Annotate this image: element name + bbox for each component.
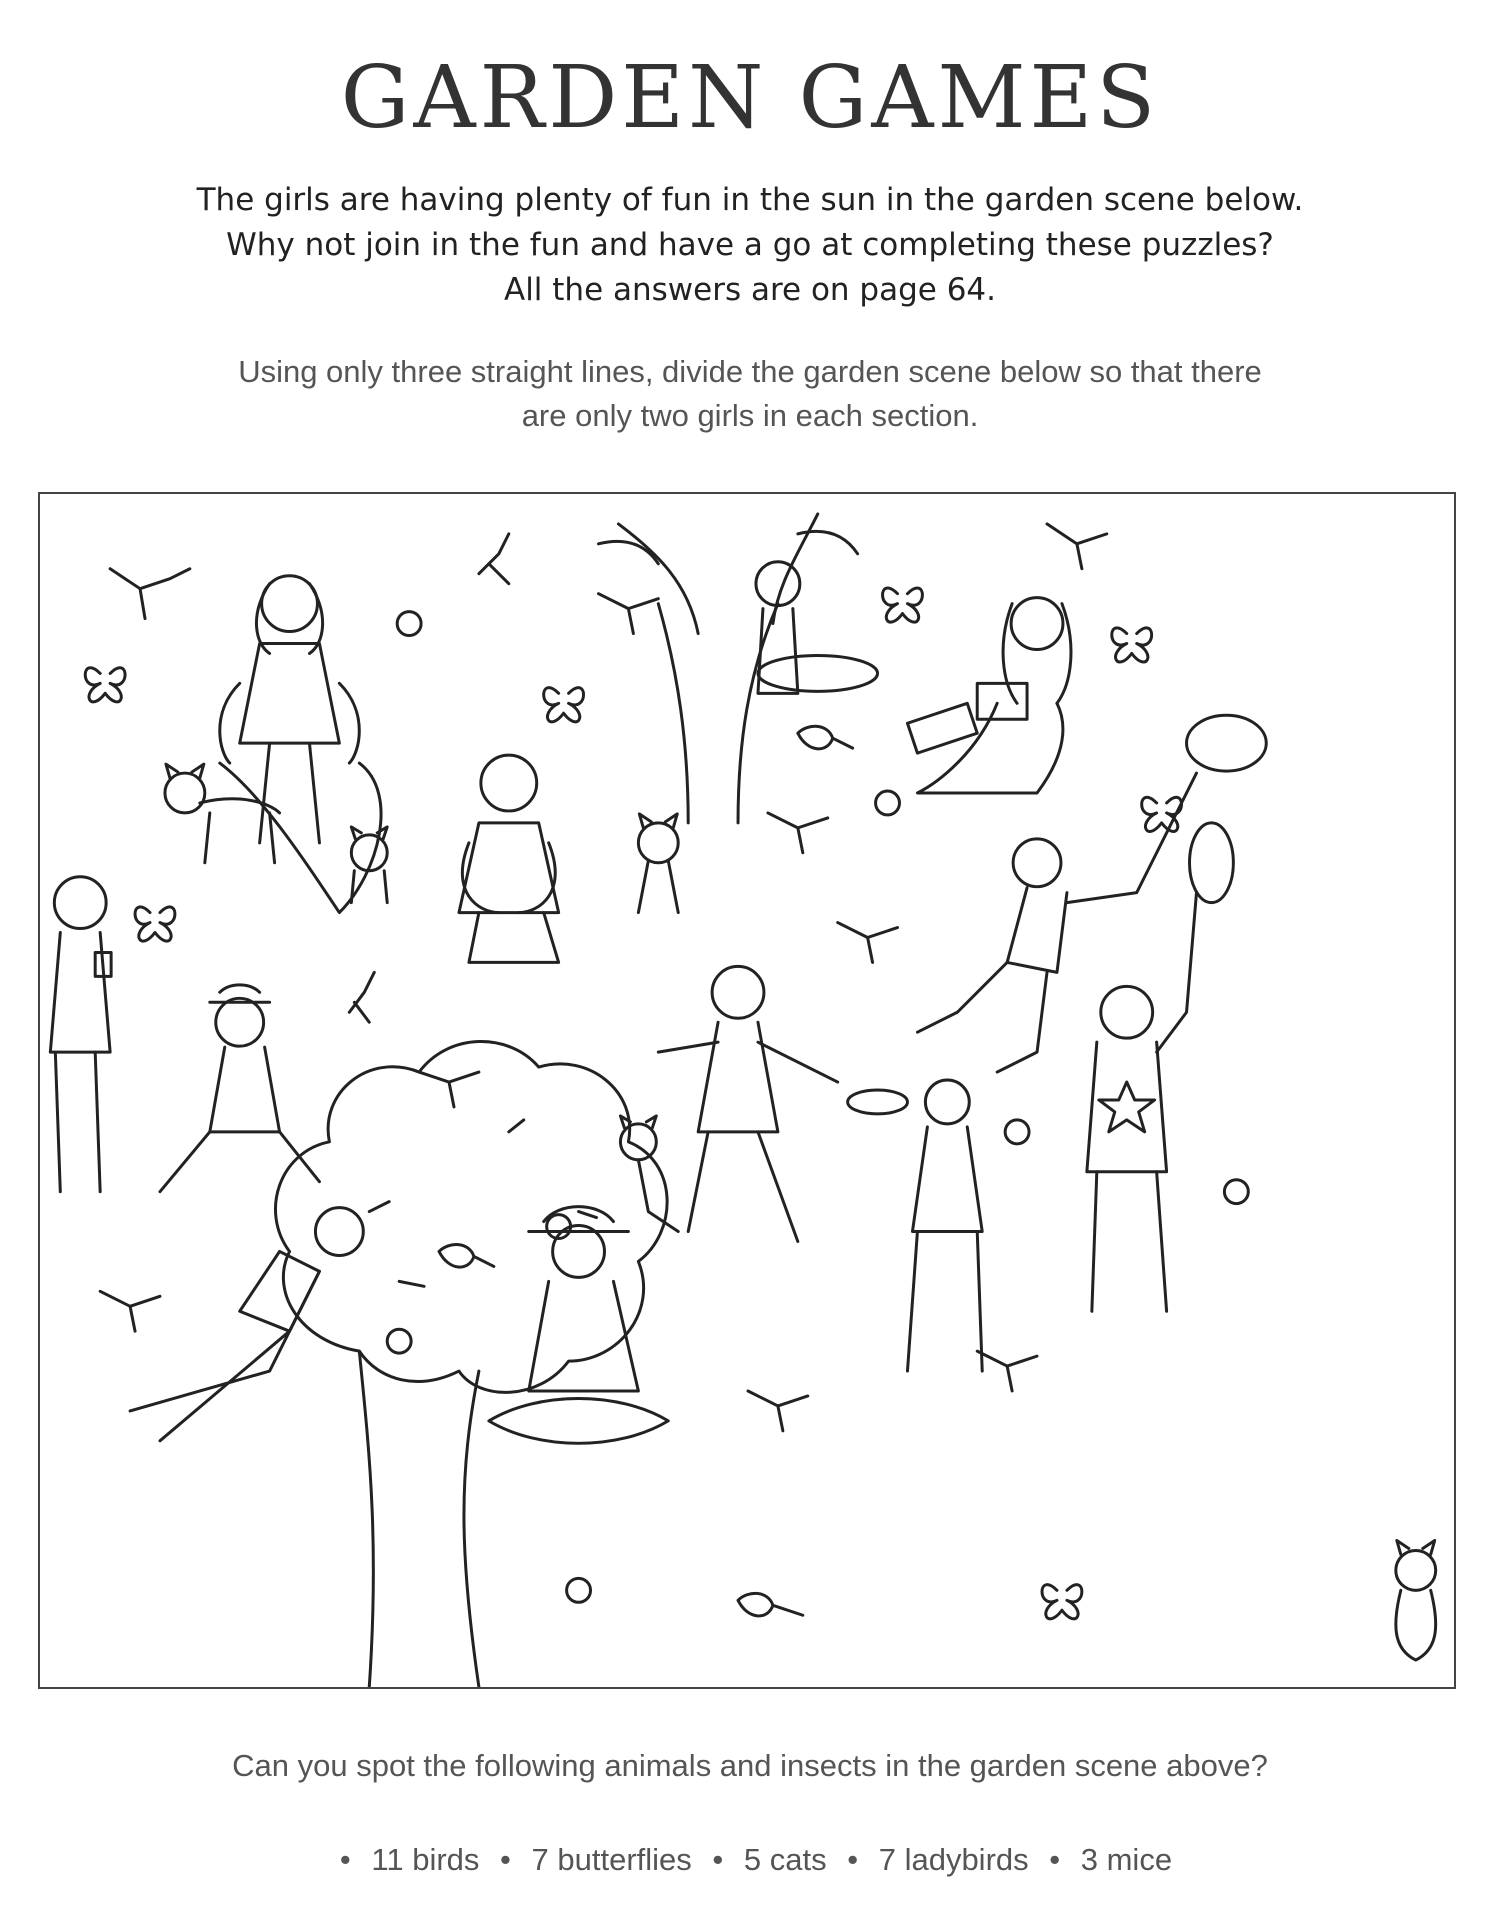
girl-hula-hoop [756, 562, 878, 694]
intro-line-1: The girls are having plenty of fun in the sun in the garden scene below. [196, 182, 1304, 218]
girl-with-frisbee [658, 966, 907, 1241]
spot-question: Can you spot the following animals and insects in the garden scene above? [232, 1748, 1268, 1783]
count-cats: 5 cats [743, 1842, 827, 1877]
count-butterflies: 7 butterflies [531, 1842, 692, 1877]
girl-with-ball [907, 1080, 982, 1371]
left-tree [275, 1042, 667, 1687]
girl-sketching [907, 598, 1071, 793]
ladybirds [387, 612, 1248, 1603]
count-ladybirds: 7 ladybirds [878, 1842, 1029, 1877]
count-birds: 11 birds [371, 1842, 480, 1877]
top-tree [598, 514, 857, 823]
girl-reading [130, 1208, 363, 1441]
cat-sitting-bottom-right [1396, 1540, 1436, 1660]
girl-running-with-net [917, 715, 1266, 1072]
cat-center [638, 814, 678, 913]
girl-sitting-cross-legged [489, 1207, 668, 1444]
intro-line-3: All the answers are on page 64. [503, 272, 997, 308]
puzzle-instruction [150, 350, 1350, 438]
instruction-line-1: Using only three straight lines, divide the garden scene below so that there [238, 354, 1262, 389]
garden-scene-illustration [38, 492, 1456, 1689]
intro-text [100, 178, 1400, 313]
girl-with-drink [50, 877, 111, 1192]
girl-kneeling [459, 755, 559, 962]
intro-line-2: Why not join in the fun and have a go at completing these puzzles? [226, 227, 1274, 263]
page-title: GARDEN GAMES [340, 48, 1160, 148]
instruction-line-2: are only two girls in each section. [521, 398, 979, 433]
animal-counts: • 11 birds • 7 butterflies • 5 cats • 7 ladybirds • 3 mice [339, 1842, 1173, 1877]
count-mice: 3 mice [1080, 1842, 1173, 1877]
girl-with-blanket [220, 576, 381, 913]
